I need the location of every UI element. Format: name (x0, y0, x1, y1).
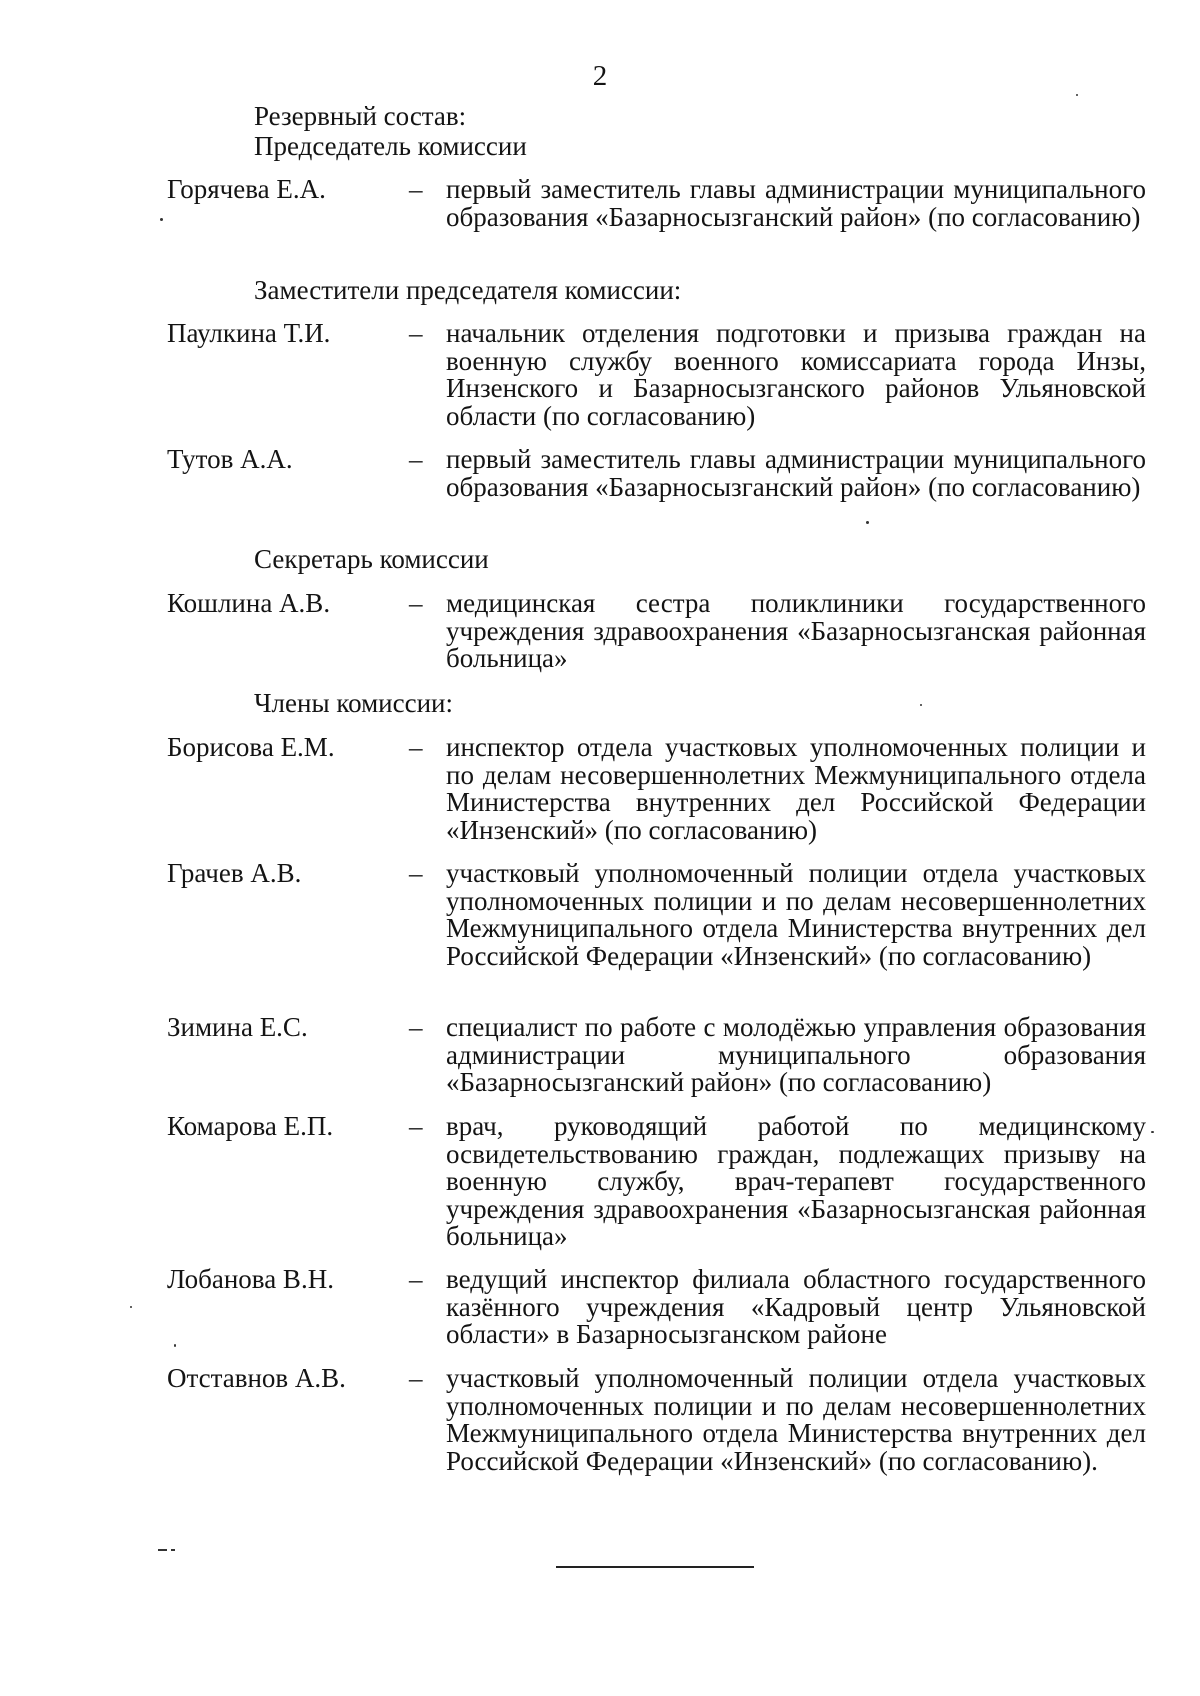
member-description: врач, руководящий работой по медицинскому освидетельствованию граждан, подлежащих призыву на военную службу, врач-терапевт государственного учреждения здравоохранения «Базарносызганская районная больница» (446, 1111, 1146, 1251)
member-entry (167, 1365, 1146, 1475)
secretary-entry (167, 590, 1146, 673)
page-number: 2 (592, 60, 608, 92)
member-name: Комарова Е.П. (167, 1111, 334, 1141)
member-entry (167, 1113, 1146, 1251)
member-description: медицинская сестра поликлиники государственного учреждения здравоохранения «Базарносызганская районная больница» (446, 588, 1146, 673)
member-name: Грачев А.В. (167, 858, 302, 888)
scan-speck (158, 1549, 167, 1551)
reserve-title: Резервный состав: (254, 101, 467, 131)
member-entry (167, 1266, 1146, 1349)
scan-speck (920, 704, 922, 706)
scan-speck (1151, 1131, 1154, 1133)
chair-entry (167, 176, 1146, 231)
members-heading: Члены комиссии: (254, 688, 453, 718)
member-name: Отставнов А.В. (167, 1363, 346, 1393)
member-name: Зимина Е.С. (167, 1012, 308, 1042)
member-name: Борисова Е.М. (167, 732, 335, 762)
scan-speck (866, 521, 869, 524)
member-name: Лобанова В.Н. (167, 1264, 334, 1294)
member-description: ведущий инспектор филиала областного государственного казённого учреждения «Кадровый центр Ульяновской области» в Базарносызганском районе (446, 1264, 1146, 1349)
chair-heading: Председатель комиссии (254, 131, 527, 161)
dash: – (409, 858, 423, 888)
scan-speck (160, 218, 163, 221)
scan-speck (130, 1306, 132, 1308)
dash: – (409, 1012, 423, 1042)
deputies-heading: Заместители председателя комиссии: (254, 275, 682, 305)
secretary-heading: Секретарь комиссии (254, 544, 489, 574)
member-description: первый заместитель главы администрации муниципального образования «Базарносызганский район» (по согласованию) (446, 444, 1146, 502)
member-name: Кошлина А.В. (167, 588, 331, 618)
member-name: Паулкина Т.И. (167, 318, 331, 348)
deputy-entry (167, 320, 1146, 430)
member-description: инспектор отдела участковых уполномоченных полиции и по делам несовершеннолетних Межмуниципального отдела Министерства внутренних дел Российской Федерации «Инзенский» (по согласованию) (446, 732, 1146, 845)
dash: – (409, 732, 423, 762)
scan-speck (174, 1344, 176, 1347)
dash: – (409, 1363, 423, 1393)
dash: – (409, 318, 423, 348)
scan-speck (171, 1549, 175, 1551)
member-description: специалист по работе с молодёжью управления образования администрации муниципального образования «Базарносызганский район» (по согласованию) (446, 1012, 1146, 1097)
deputy-entry (167, 446, 1146, 501)
member-description: участковый уполномоченный полиции отдела участковых уполномоченных полиции и по делам несовершеннолетних Межмуниципального отдела Министерства внутренних дел Российской Федерации «Инзенский» (по согласованию) (446, 858, 1146, 971)
member-entry (167, 734, 1146, 844)
member-entry (167, 1014, 1146, 1097)
member-description: начальник отделения подготовки и призыва граждан на военную службу военного комиссариата города Инзы, Инзенского и Базарносызганского районов Ульяновской области (по согласованию) (446, 318, 1146, 431)
dash: – (409, 444, 423, 474)
end-rule (556, 1566, 754, 1568)
scan-speck (1076, 94, 1078, 96)
member-name: Тутов А.А. (167, 444, 293, 474)
member-description: участковый уполномоченный полиции отдела участковых уполномоченных полиции и по делам несовершеннолетних Межмуниципального отдела Министерства внутренних дел Российской Федерации «Инзенский» (по согласованию). (446, 1363, 1146, 1476)
dash: – (409, 1111, 423, 1141)
dash: – (409, 174, 423, 204)
member-name: Горячева Е.А. (167, 174, 326, 204)
member-description: первый заместитель главы администрации муниципального образования «Базарносызганский район» (по согласованию) (446, 174, 1146, 232)
dash: – (409, 588, 423, 618)
dash: – (409, 1264, 423, 1294)
member-entry (167, 860, 1146, 970)
